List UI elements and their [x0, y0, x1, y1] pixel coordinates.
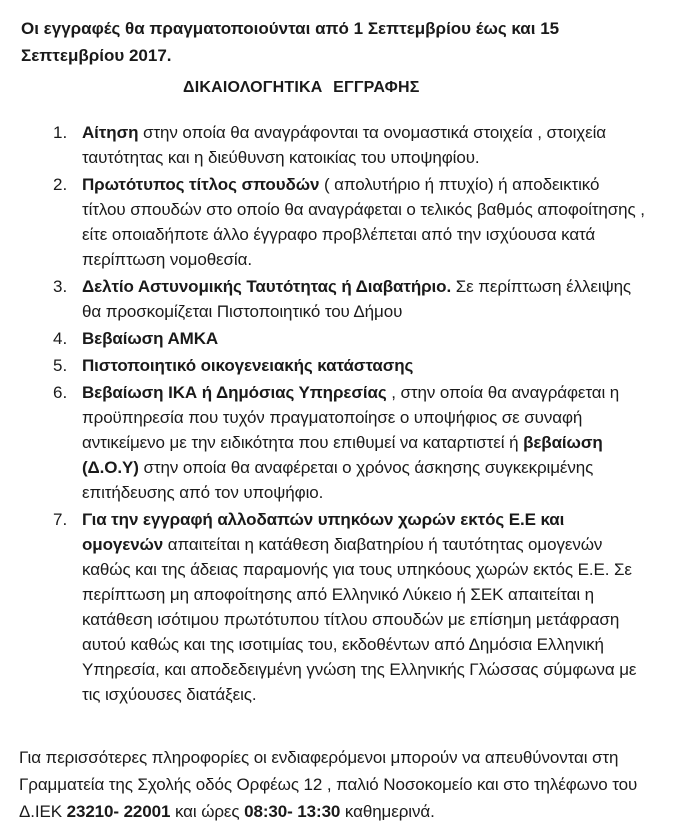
footer-paragraph — [19, 744, 643, 825]
list-item-text — [82, 353, 647, 378]
list-item-text — [82, 120, 647, 170]
list-item-text — [82, 274, 647, 324]
list-item-number: 7. — [53, 510, 68, 529]
text-segment: Σε περίπτωση έλλειψης θα προσκομίζεται Πιστοποιητικό του Δήμου — [82, 277, 632, 321]
text-segment: και ώρες — [170, 802, 245, 821]
text-segment: , στην οποία θα αναγράφεται η προϋπηρεσία που τυχόν πραγματοποίησε ο υποψήφιος σε συναφή αντικείμενο με την ειδικότητα που επιθυμεί να καταρτιστεί ή — [82, 383, 620, 452]
list-item-text — [82, 507, 647, 707]
list-item — [53, 353, 647, 378]
text-segment: απαιτείται η κατάθεση διαβατηρίου ή ταυτότητας ομογενών καθώς και της άδειας παραμονής για τους υπηκόους χωρών εκτός Ε.Ε. Σε περίπτωση μη αποφοίτησης από Ελληνικό Λύκειο ή ΣΕΚ απαιτείται η κατάθεση ισότιμου πρωτότυπου τίτλου σπουδών με επίσημη μετάφραση αυτού καθώς και της ισοτιμίας του, εκδοθέντων από Δημόσια Ελληνική Υπηρεσία, και αποδεδειγμένη γνώση της Ελληνικής Γλώσσας σύμφωνα με τις ισχύουσες διατάξεις. — [82, 535, 637, 704]
list-item-number: 3. — [53, 277, 68, 296]
list-item — [53, 380, 647, 505]
text-segment: Βεβαίωση ΙΚΑ ή Δημόσιας Υπηρεσίας — [82, 383, 387, 402]
text-segment: Για την εγγραφή αλλοδαπών υπηκόων χωρών εκτός Ε.Ε και ομογενών — [82, 510, 565, 554]
list-item — [53, 274, 647, 324]
list-item-number: 2. — [53, 175, 68, 194]
list-item-text — [82, 172, 647, 272]
text-segment: καθημερινά. — [340, 802, 435, 821]
text-segment: Αίτηση — [82, 123, 139, 142]
section-title: ΔΙΚΑΙΟΛΟΓΗΤΙΚΑ ΕΓΓΡΑΦΗΣ — [183, 79, 420, 96]
text-segment: 23210- 22001 — [66, 802, 171, 821]
requirements-list — [53, 120, 647, 709]
text-segment: στην οποία θα αναφέρεται ο χρόνος άσκησης συγκεκριμένης επιτήδευσης από τον υποψήφιο. — [82, 458, 594, 502]
text-segment: 08:30- 13:30 — [244, 802, 341, 821]
list-item-number: 4. — [53, 329, 68, 348]
list-item — [53, 120, 647, 170]
text-segment: στην οποία θα αναγράφονται τα ονομαστικά στοιχεία , στοιχεία ταυτότητας και η διεύθυνση κατοικίας του υποψηφίου. — [82, 123, 606, 167]
list-item-number: 6. — [53, 383, 68, 402]
text-segment: Βεβαίωση ΑΜΚΑ — [82, 329, 219, 348]
list-item-number: 5. — [53, 356, 68, 375]
list-item — [53, 507, 647, 707]
list-item-text — [82, 326, 647, 351]
text-segment: ( απολυτήριο ή πτυχίο) ή αποδεικτικό τίτλου σπουδών στο οποίο θα αναγράφεται ο τελικός βαθμός αποφοίτησης , είτε οποιαδήποτε άλλο έγγραφο προβλέπεται από την ισχύουσα κατά περίπτωση νομοθεσία. — [82, 175, 645, 269]
intro-paragraph: Οι εγγραφές θα πραγματοποιούνται από 1 Σεπτεμβρίου έως και 15 Σεπτεμβρίου 2017. — [21, 19, 560, 65]
text-segment: βεβαίωση (Δ.Ο.Υ) — [82, 433, 603, 477]
text-segment: Δελτίο Αστυνομικής Ταυτότητας ή Διαβατήριο. — [82, 277, 452, 296]
list-item — [53, 172, 647, 272]
text-segment: Πρωτότυπος τίτλος σπουδών — [82, 175, 320, 194]
text-segment: Για περισσότερες πληροφορίες οι ενδιαφερόμενοι μπορούν να απευθύνονται στη Γραμματεία της Σχολής οδός Ορφέως 12 , παλιό Νοσοκομείο και στο τηλέφωνο του Δ.ΙΕΚ — [19, 748, 638, 821]
list-item-text — [82, 380, 647, 505]
text-segment: Πιστοποιητικό οικογενειακής κατάστασης — [82, 356, 414, 375]
list-item — [53, 326, 647, 351]
list-item-number: 1. — [53, 123, 68, 142]
